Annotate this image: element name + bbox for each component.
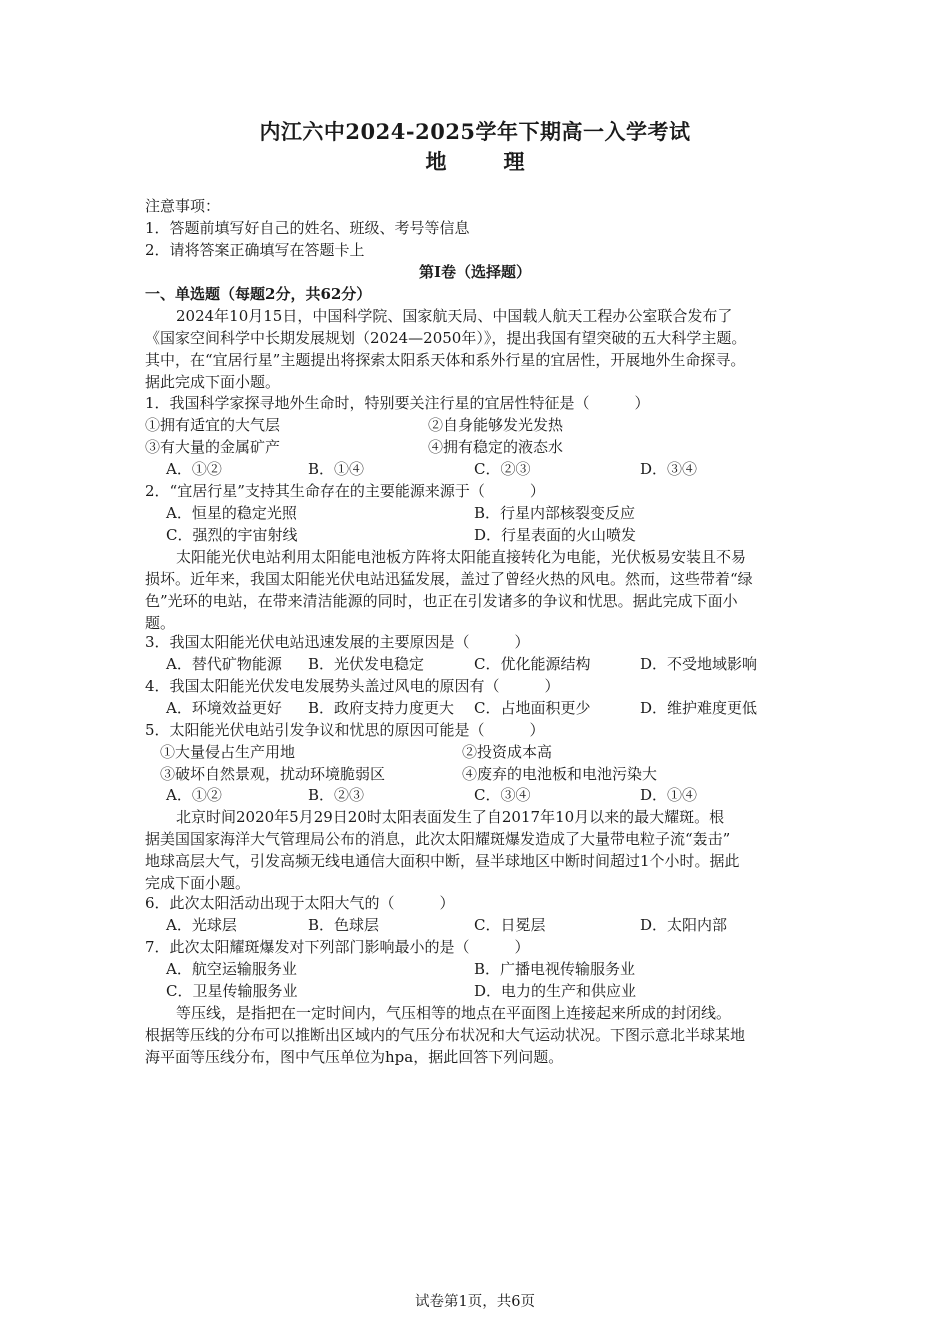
option: B．色球层: [308, 916, 380, 934]
option: D．行星表面的火山喷发: [474, 526, 637, 544]
passage-line: 题。: [145, 614, 176, 632]
question-stem: 2．“宜居行星”支持其生命存在的主要能源来源于（ ）: [145, 482, 545, 500]
statement: ④废弃的电池板和电池污染大: [462, 765, 658, 783]
section-title: 一、单选题（每题2分，共62分）: [145, 285, 372, 303]
statement: ②自身能够发光发热: [428, 416, 564, 434]
passage-line: 色”光环的电站，在带来清洁能源的同时，也正在引发诸多的争议和忧思。据此完成下面小: [145, 592, 738, 610]
question-stem: 1．我国科学家探寻地外生命时，特别要关注行星的宜居性特征是（ ）: [145, 394, 650, 412]
passage-line: 据美国国家海洋大气管理局公布的消息，此次太阳耀斑爆发造成了大量带电粒子流“轰击”: [145, 830, 731, 848]
option: B．广播电视传输服务业: [474, 960, 636, 978]
question-stem: 4．我国太阳能光伏发电发展势头盖过风电的原因有（ ）: [145, 677, 560, 695]
page-footer: 试卷第1页，共6页: [415, 1294, 535, 1310]
passage-line: 太阳能光伏电站利用太阳能电池板方阵将太阳能直接转化为电能，光伏板易安装且不易: [176, 548, 747, 566]
notes-item: 1．答题前填写好自己的姓名、班级、考号等信息: [145, 219, 470, 237]
option: D．太阳内部: [640, 916, 728, 934]
option: A．①②: [166, 460, 222, 478]
option: B．光伏发电稳定: [308, 655, 425, 673]
statement: ③有大量的金属矿产: [145, 438, 281, 456]
option: D．③④: [640, 460, 698, 478]
option: A．替代矿物能源: [166, 655, 282, 673]
option: D．维护难度更低: [640, 699, 758, 717]
option: D．不受地域影响: [640, 655, 758, 673]
option: C．②③: [474, 460, 531, 478]
question-stem: 5．太阳能光伏电站引发争议和忧思的原因可能是（ ）: [145, 721, 545, 739]
option: A．光球层: [166, 916, 237, 934]
option: C．日冕层: [474, 916, 546, 934]
question-stem: 7．此次太阳耀斑爆发对下列部门影响最小的是（ ）: [145, 938, 530, 956]
passage-line: 海平面等压线分布，图中气压单位为hpa，据此回答下列问题。: [145, 1048, 564, 1066]
option: A．环境效益更好: [166, 699, 282, 717]
option: A．①②: [166, 786, 222, 804]
option: B．行星内部核裂变反应: [474, 504, 636, 522]
option: D．①④: [640, 786, 698, 804]
passage-line: 2024年10月15日，中国科学院、国家航天局、中国载人航天工程办公室联合发布了: [176, 307, 733, 325]
option: A．恒星的稳定光照: [166, 504, 297, 522]
passage-line: 完成下面小题。: [145, 874, 251, 892]
notes-item: 2．请将答案正确填写在答题卡上: [145, 241, 365, 259]
option: C．占地面积更少: [474, 699, 591, 717]
option: B．①④: [308, 460, 365, 478]
passage-line: 据此完成下面小题。: [145, 373, 281, 391]
option: B．政府支持力度更大: [308, 699, 455, 717]
option: D．电力的生产和供应业: [474, 982, 637, 1000]
statement: ②投资成本高: [462, 743, 553, 761]
passage-line: 地球高层大气，引发高频无线电通信大面积中断，昼半球地区中断时间超过1个小时。据此: [145, 852, 740, 870]
option: C．③④: [474, 786, 531, 804]
option: C．强烈的宇宙射线: [166, 526, 298, 544]
passage-line: 其中，在“宜居行星”主题提出将探索太阳系天体和系外行星的宜居性，开展地外生命探寻。: [145, 351, 746, 369]
option: A．航空运输服务业: [166, 960, 297, 978]
passage-line: 损坏。近年来，我国太阳能光伏电站迅猛发展，盖过了曾经火热的风电。然而，这些带着“绿: [145, 570, 753, 588]
volume-title: 第Ⅰ卷（选择题）: [418, 263, 532, 281]
exam-title: 内江六中2024-2025学年下期高一入学考试: [259, 119, 691, 144]
passage-line: 根据等压线的分布可以推断出区域内的气压分布状况和大气运动状况。下图示意北半球某地: [145, 1026, 746, 1044]
question-stem: 6．此次太阳活动出现于太阳大气的（ ）: [145, 894, 455, 912]
statement: ①拥有适宜的大气层: [145, 416, 281, 434]
statement: ④拥有稳定的液态水: [428, 438, 564, 456]
statement: ③破坏自然景观，扰动环境脆弱区: [160, 765, 386, 783]
statement: ①大量侵占生产用地: [160, 743, 296, 761]
option: C．卫星传输服务业: [166, 982, 298, 1000]
passage-line: 《国家空间科学中长期发展规划（2024—2050年）》，提出我国有望突破的五大科学主题。: [145, 329, 747, 347]
subject-title: 地 理: [425, 149, 543, 174]
option: B．②③: [308, 786, 365, 804]
passage-line: 等压线，是指把在一定时间内，气压相等的地点在平面图上连接起来所成的封闭线。: [176, 1004, 732, 1022]
notes-heading: 注意事项：: [145, 197, 221, 215]
option: C．优化能源结构: [474, 655, 591, 673]
passage-line: 北京时间2020年5月29日20时太阳表面发生了自2017年10月以来的最大耀斑。根: [176, 808, 725, 826]
question-stem: 3．我国太阳能光伏电站迅速发展的主要原因是（ ）: [145, 633, 530, 651]
